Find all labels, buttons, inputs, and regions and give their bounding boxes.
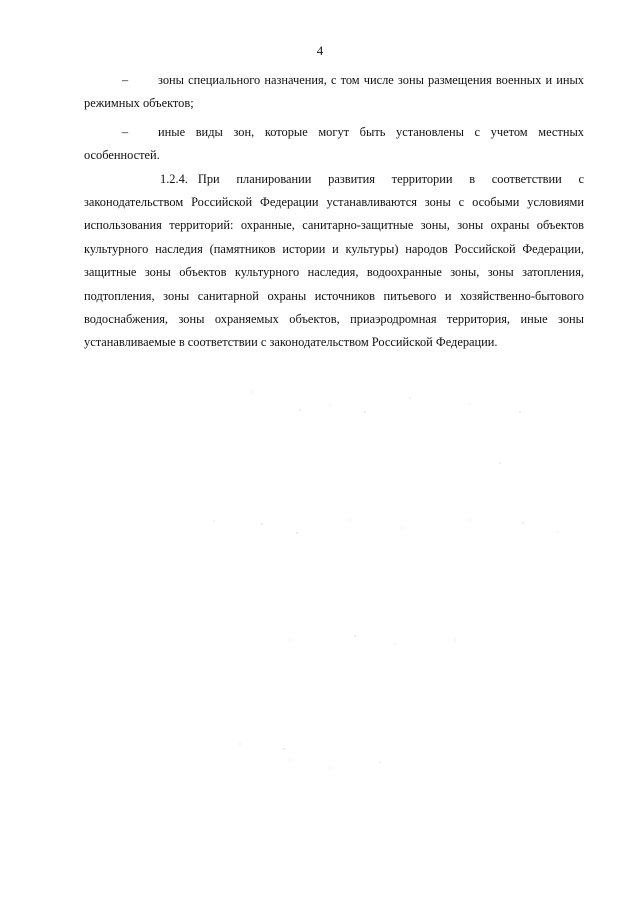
bullet-text: зоны специального назначения, с том числе зоны размещения военных и иных режимных объектов;	[84, 73, 584, 111]
clause-number: 1.2.4.	[160, 171, 188, 186]
clause-1-2-4	[84, 168, 584, 355]
clause-text: При планировании развития территории в соответствии с законодательством Российской Федерации устанавливаются зоны с особыми условиями использования территорий: охранные, санитарно-защитные зоны, зоны охраны объектов культурного наследия (памятников истории и культуры) народов Российской Федерации, защитные зоны объектов культурного наследия, водоохранные зоны, зоны затопления, подтопления, зоны санитарной охраны источников питьевого и хозяйственно-бытового водоснабжения, зоны охраняемых объектов, приаэродромная территория, иные зоны устанавливаемые в соответствии с законодательством Российской Федерации.	[84, 171, 584, 350]
bullet-item-other-zones	[84, 121, 584, 168]
bullet-item-military-zones	[84, 69, 584, 116]
bullet-dash: –	[122, 73, 129, 87]
page-number: 4	[316, 43, 324, 58]
document-body	[84, 69, 584, 355]
bullet-text: иные виды зон, которые могут быть установлены с учетом местных особенностей.	[84, 124, 584, 163]
bullet-dash: –	[122, 124, 129, 139]
